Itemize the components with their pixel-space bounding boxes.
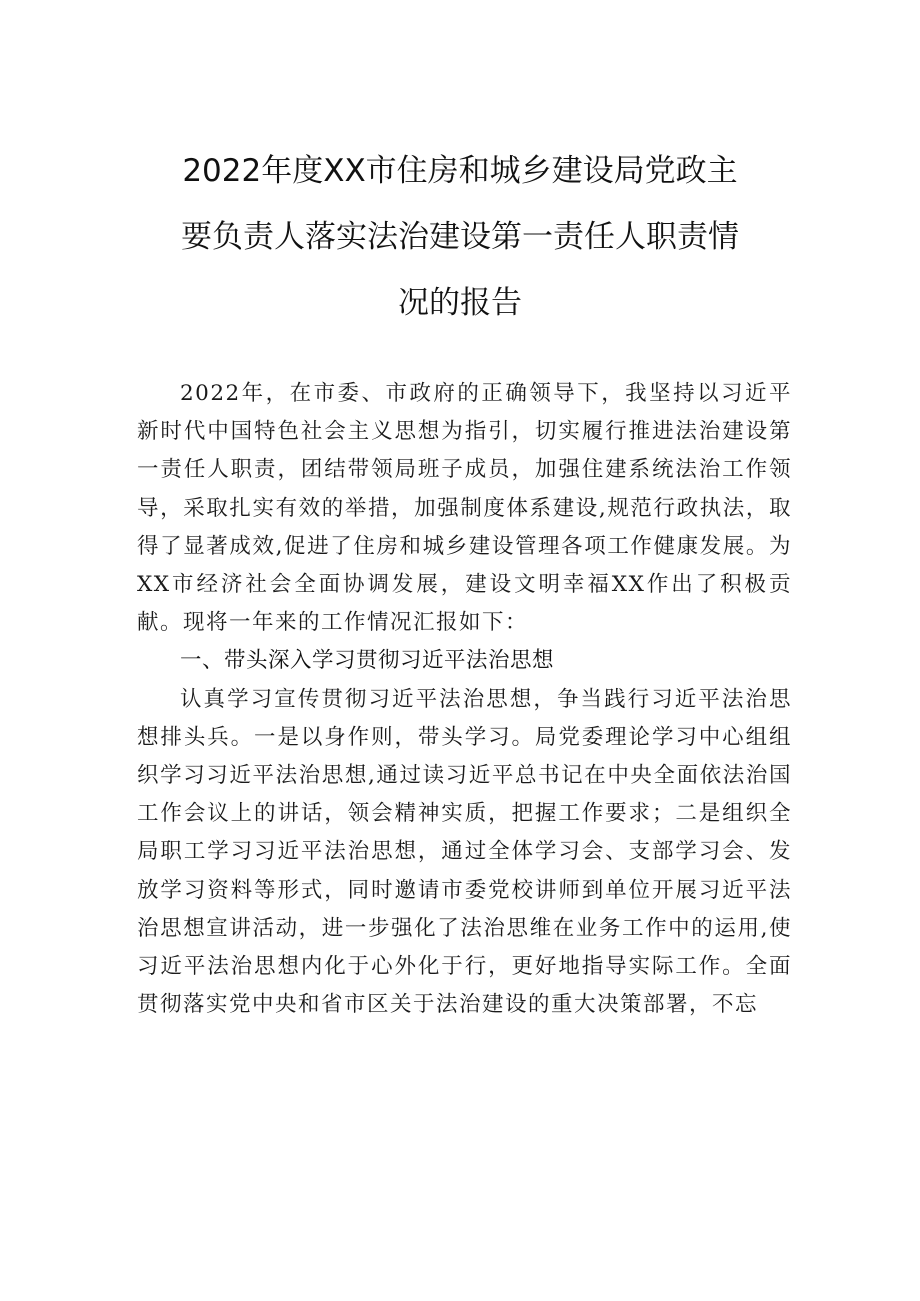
document-body — [137, 375, 792, 1024]
title-line-3: 况的报告 — [398, 285, 522, 321]
section-1-paragraph: 认真学习宣传贯彻习近平法治思想，争当践行习近平法治思想排头兵。一是以身作则，带头学习。局党委理论学习中心组组织学习习近平法治思想,通过读习近平总书记在中央全面依法治国工作会议上的讲话，领会精神实质，把握工作要求；二是组织全局职工学习习近平法治思想，通过全体学习会、支部学习会、发放学习资料等形式，同时邀请市委党校讲师到单位开展习近平法治思想宣讲活动，进一步强化了法治思维在业务工作中的运用,使习近平法治思想内化于心外化于行，更好地指导实际工作。全面贯彻落实党中央和省市区关于法治建设的重大决策部署，不忘 — [137, 686, 792, 1018]
document-title — [138, 138, 782, 336]
intro-paragraph: 2022年，在市委、市政府的正确领导下，我坚持以习近平新时代中国特色社会主义思想为指引，切实履行推进法治建设第一责任人职责，团结带领局班子成员，加强住建系统法治工作领导，采取扎实有效的举措，加强制度体系建设,规范行政执法，取得了显著成效,促进了住房和城乡建设管理各项工作健康发展。为XX市经济社会全面协调发展，建设文明幸福XX作出了积极贡献。现将一年来的工作情况汇报如下： — [137, 381, 792, 636]
title-line-2: 要负责人落实法治建设第一责任人职责情 — [181, 219, 739, 255]
title-line-1: 2022年度XX市住房和城乡建设局党政主 — [182, 153, 738, 189]
section-1-heading: 一、带头深入学习贯彻习近平法治思想 — [180, 648, 555, 674]
